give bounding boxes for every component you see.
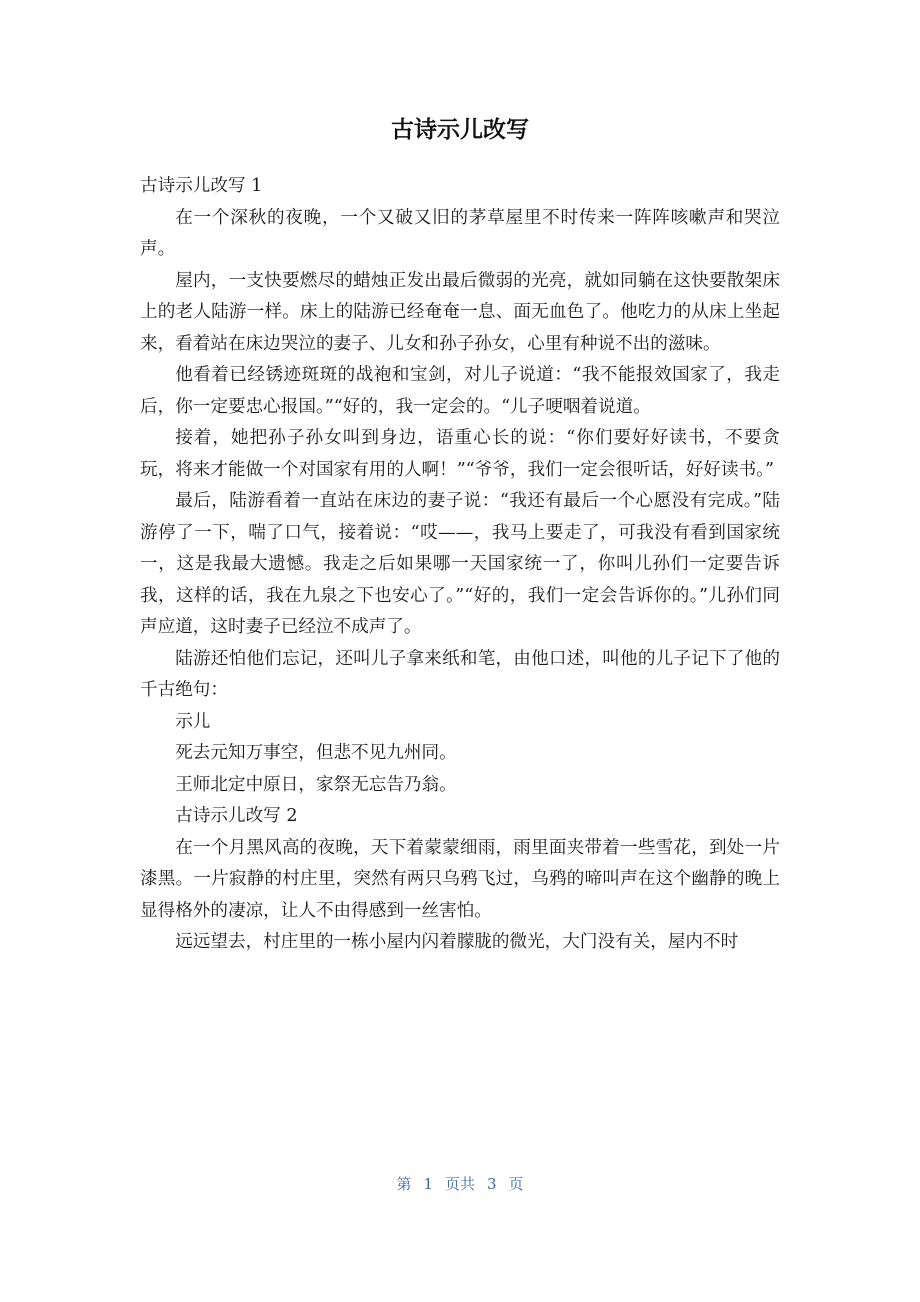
paragraph: 在一个深秋的夜晚，一个又破又旧的茅草屋里不时传来一阵阵咳嗽声和哭泣声。 (140, 207, 780, 259)
paragraph: 屋内，一支快要燃尽的蜡烛正发出最后微弱的光亮，就如同躺在这快要散架床上的老人陆游一样。床上的陆游已经奄奄一息、面无血色了。他吃力的从床上坐起来，看着站在床边哭泣的妻子、儿女和孙子孙女，心里有种说不出的滋味。 (140, 270, 780, 354)
paragraph: 陆游还怕他们忘记，还叫儿子拿来纸和笔，由他口述，叫他的儿子记下了他的千古绝句： (140, 648, 780, 700)
paragraph: 远远望去，村庄里的一栋小屋内闪着朦胧的微光，大门没有关，屋内不时 (175, 932, 739, 952)
poem-title: 示儿 (175, 711, 211, 732)
section-heading: 古诗示儿改写 1 (140, 176, 263, 196)
footer-middle: 页共 (444, 1175, 475, 1193)
paragraph: 最后，陆游看着一直站在床边的妻子说：“我还有最后一个心愿没有完成。”陆游停了一下，喘了口气，接着说：“哎——，我马上要走了，可我没有看到国家统一，这是我最大遗憾。我走之后如果哪一天国家统一了，你叫儿孙们一定要告诉我，这样的话，我在九泉之下也安心了。”“好的，我们一定会告诉你的。”儿孙们同声应道，这时妻子已经泣不成声了。 (140, 491, 780, 637)
section-heading: 古诗示儿改写 2 (175, 806, 298, 826)
footer-prefix: 第 (396, 1175, 412, 1193)
document-body (140, 171, 780, 959)
page-footer (0, 1172, 920, 1196)
poem-line: 死去元知万事空，但悲不见九州同。 (175, 743, 457, 763)
footer-suffix: 页 (508, 1175, 524, 1193)
paragraph: 接着，她把孙子孙女叫到身边，语重心长的说：“你们要好好读书，不要贪玩，将来才能做一个对国家有用的人啊！”“爷爷，我们一定会很听话，好好读书。” (140, 428, 780, 480)
poem-line: 王师北定中原日，家祭无忘告乃翁。 (175, 774, 457, 795)
footer-current-page: 1 (423, 1175, 433, 1193)
paragraph: 在一个月黑风高的夜晚，天下着蒙蒙细雨，雨里面夹带着一些雪花，到处一片漆黑。一片寂静的村庄里，突然有两只乌鸦飞过，乌鸦的啼叫声在这个幽静的晚上显得格外的凄凉，让人不由得感到一丝害怕。 (140, 837, 780, 921)
footer-total-pages: 3 (487, 1175, 497, 1193)
paragraph: 他看着已经锈迹斑斑的战袍和宝剑，对儿子说道：“我不能报效国家了，我走后，你一定要忠心报国。”“好的，我一定会的。“儿子哽咽着说道。 (140, 365, 780, 417)
page-title: 古诗示儿改写 (391, 117, 529, 143)
